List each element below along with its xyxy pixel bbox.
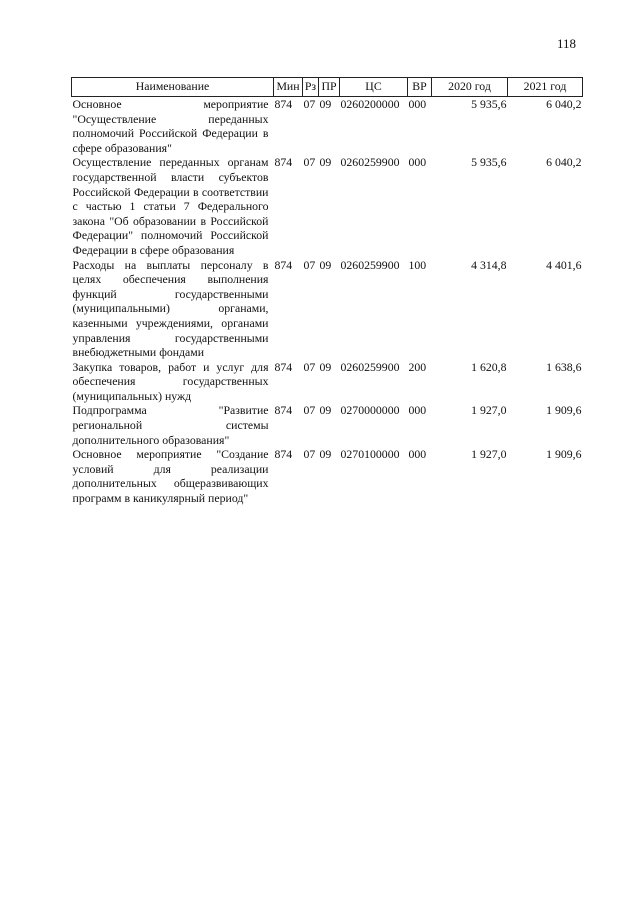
cell-vr: 000 bbox=[408, 97, 427, 111]
cell-cs: 0270100000 bbox=[340, 447, 400, 462]
cell-2021: 1 909,6 bbox=[546, 403, 582, 418]
cell-cs: 0260259900 bbox=[340, 155, 400, 170]
cell-pr: 09 bbox=[319, 447, 332, 462]
cell-rz: 07 bbox=[303, 403, 316, 418]
cell-name: Подпрограмма "Развитие региональной системы дополнительного образования" bbox=[72, 403, 269, 447]
cell-rz: 07 bbox=[303, 447, 316, 462]
cell-rz: 07 bbox=[303, 97, 316, 111]
table-row bbox=[72, 360, 583, 404]
cell-2021: 1 909,6 bbox=[546, 447, 582, 462]
cell-min: 874 bbox=[274, 359, 293, 374]
table-row bbox=[72, 258, 583, 360]
cell-pr: 09 bbox=[319, 97, 332, 111]
table-row bbox=[72, 403, 583, 447]
cell-rz: 07 bbox=[303, 155, 316, 170]
cell-2021: 1 638,6 bbox=[546, 359, 582, 374]
header-cs: ЦС bbox=[340, 78, 408, 97]
table-header bbox=[72, 78, 583, 97]
cell-2020: 5 935,6 bbox=[471, 155, 507, 170]
cell-min: 874 bbox=[274, 97, 293, 111]
cell-min: 874 bbox=[274, 257, 293, 272]
header-2020: 2020 год bbox=[432, 78, 508, 97]
cell-min: 874 bbox=[274, 155, 293, 170]
cell-rz: 07 bbox=[303, 359, 316, 374]
cell-min: 874 bbox=[274, 403, 293, 418]
cell-2020: 5 935,6 bbox=[471, 97, 507, 111]
cell-pr: 09 bbox=[319, 359, 332, 374]
cell-vr: 100 bbox=[408, 257, 427, 272]
header-vr: ВР bbox=[408, 78, 432, 97]
cell-2021: 4 401,6 bbox=[546, 257, 582, 272]
cell-name: Осуществление переданных органам государственной власти субъектов Российской Федерации в соответствии с частью 1 статьи 7 Федерального закона "Об образовании в Российской Федерации" полномочий Российской Федерации в сфере образования bbox=[72, 155, 269, 257]
cell-vr: 000 bbox=[408, 155, 427, 170]
table-row bbox=[72, 155, 583, 257]
cell-pr: 09 bbox=[319, 257, 332, 272]
table-row bbox=[72, 97, 583, 156]
cell-min: 874 bbox=[274, 447, 293, 462]
cell-name: Закупка товаров, работ и услуг для обеспечения государственных (муниципальных) нужд bbox=[72, 359, 269, 403]
header-min: Мин bbox=[274, 78, 303, 97]
cell-rz: 07 bbox=[303, 257, 316, 272]
header-name: Наименование bbox=[72, 78, 274, 97]
cell-2020: 1 927,0 bbox=[471, 403, 507, 418]
cell-2020: 1 620,8 bbox=[471, 359, 507, 374]
header-pr: ПР bbox=[319, 78, 340, 97]
table-row bbox=[72, 447, 583, 505]
cell-2020: 4 314,8 bbox=[471, 257, 507, 272]
cell-vr: 000 bbox=[408, 447, 427, 462]
cell-cs: 0260259900 bbox=[340, 257, 400, 272]
cell-2020: 1 927,0 bbox=[471, 447, 507, 462]
cell-cs: 0270000000 bbox=[340, 403, 400, 418]
cell-pr: 09 bbox=[319, 155, 332, 170]
cell-cs: 0260200000 bbox=[340, 97, 400, 111]
cell-name: Расходы на выплаты персоналу в целях обеспечения выполнения функций государственными (муниципальными) органами, казенными учреждениями, органами управления государственными внебюджетными фондами bbox=[72, 257, 269, 360]
cell-vr: 200 bbox=[408, 359, 427, 374]
cell-cs: 0260259900 bbox=[340, 359, 400, 374]
cell-name: Основное мероприятие "Создание условий для реализации дополнительных общеразвивающих программ в каникулярный период" bbox=[72, 447, 269, 506]
page-number: 118 bbox=[556, 36, 576, 51]
header-2021: 2021 год bbox=[508, 78, 583, 97]
cell-2021: 6 040,2 bbox=[546, 155, 582, 170]
cell-name: Основное мероприятие "Осуществление переданных полномочий Российской Федерации в сфере образования" bbox=[72, 97, 269, 155]
cell-2021: 6 040,2 bbox=[546, 97, 582, 111]
budget-table bbox=[71, 77, 583, 506]
cell-pr: 09 bbox=[319, 403, 332, 418]
header-rz: Рз bbox=[303, 78, 319, 97]
cell-vr: 000 bbox=[408, 403, 427, 418]
